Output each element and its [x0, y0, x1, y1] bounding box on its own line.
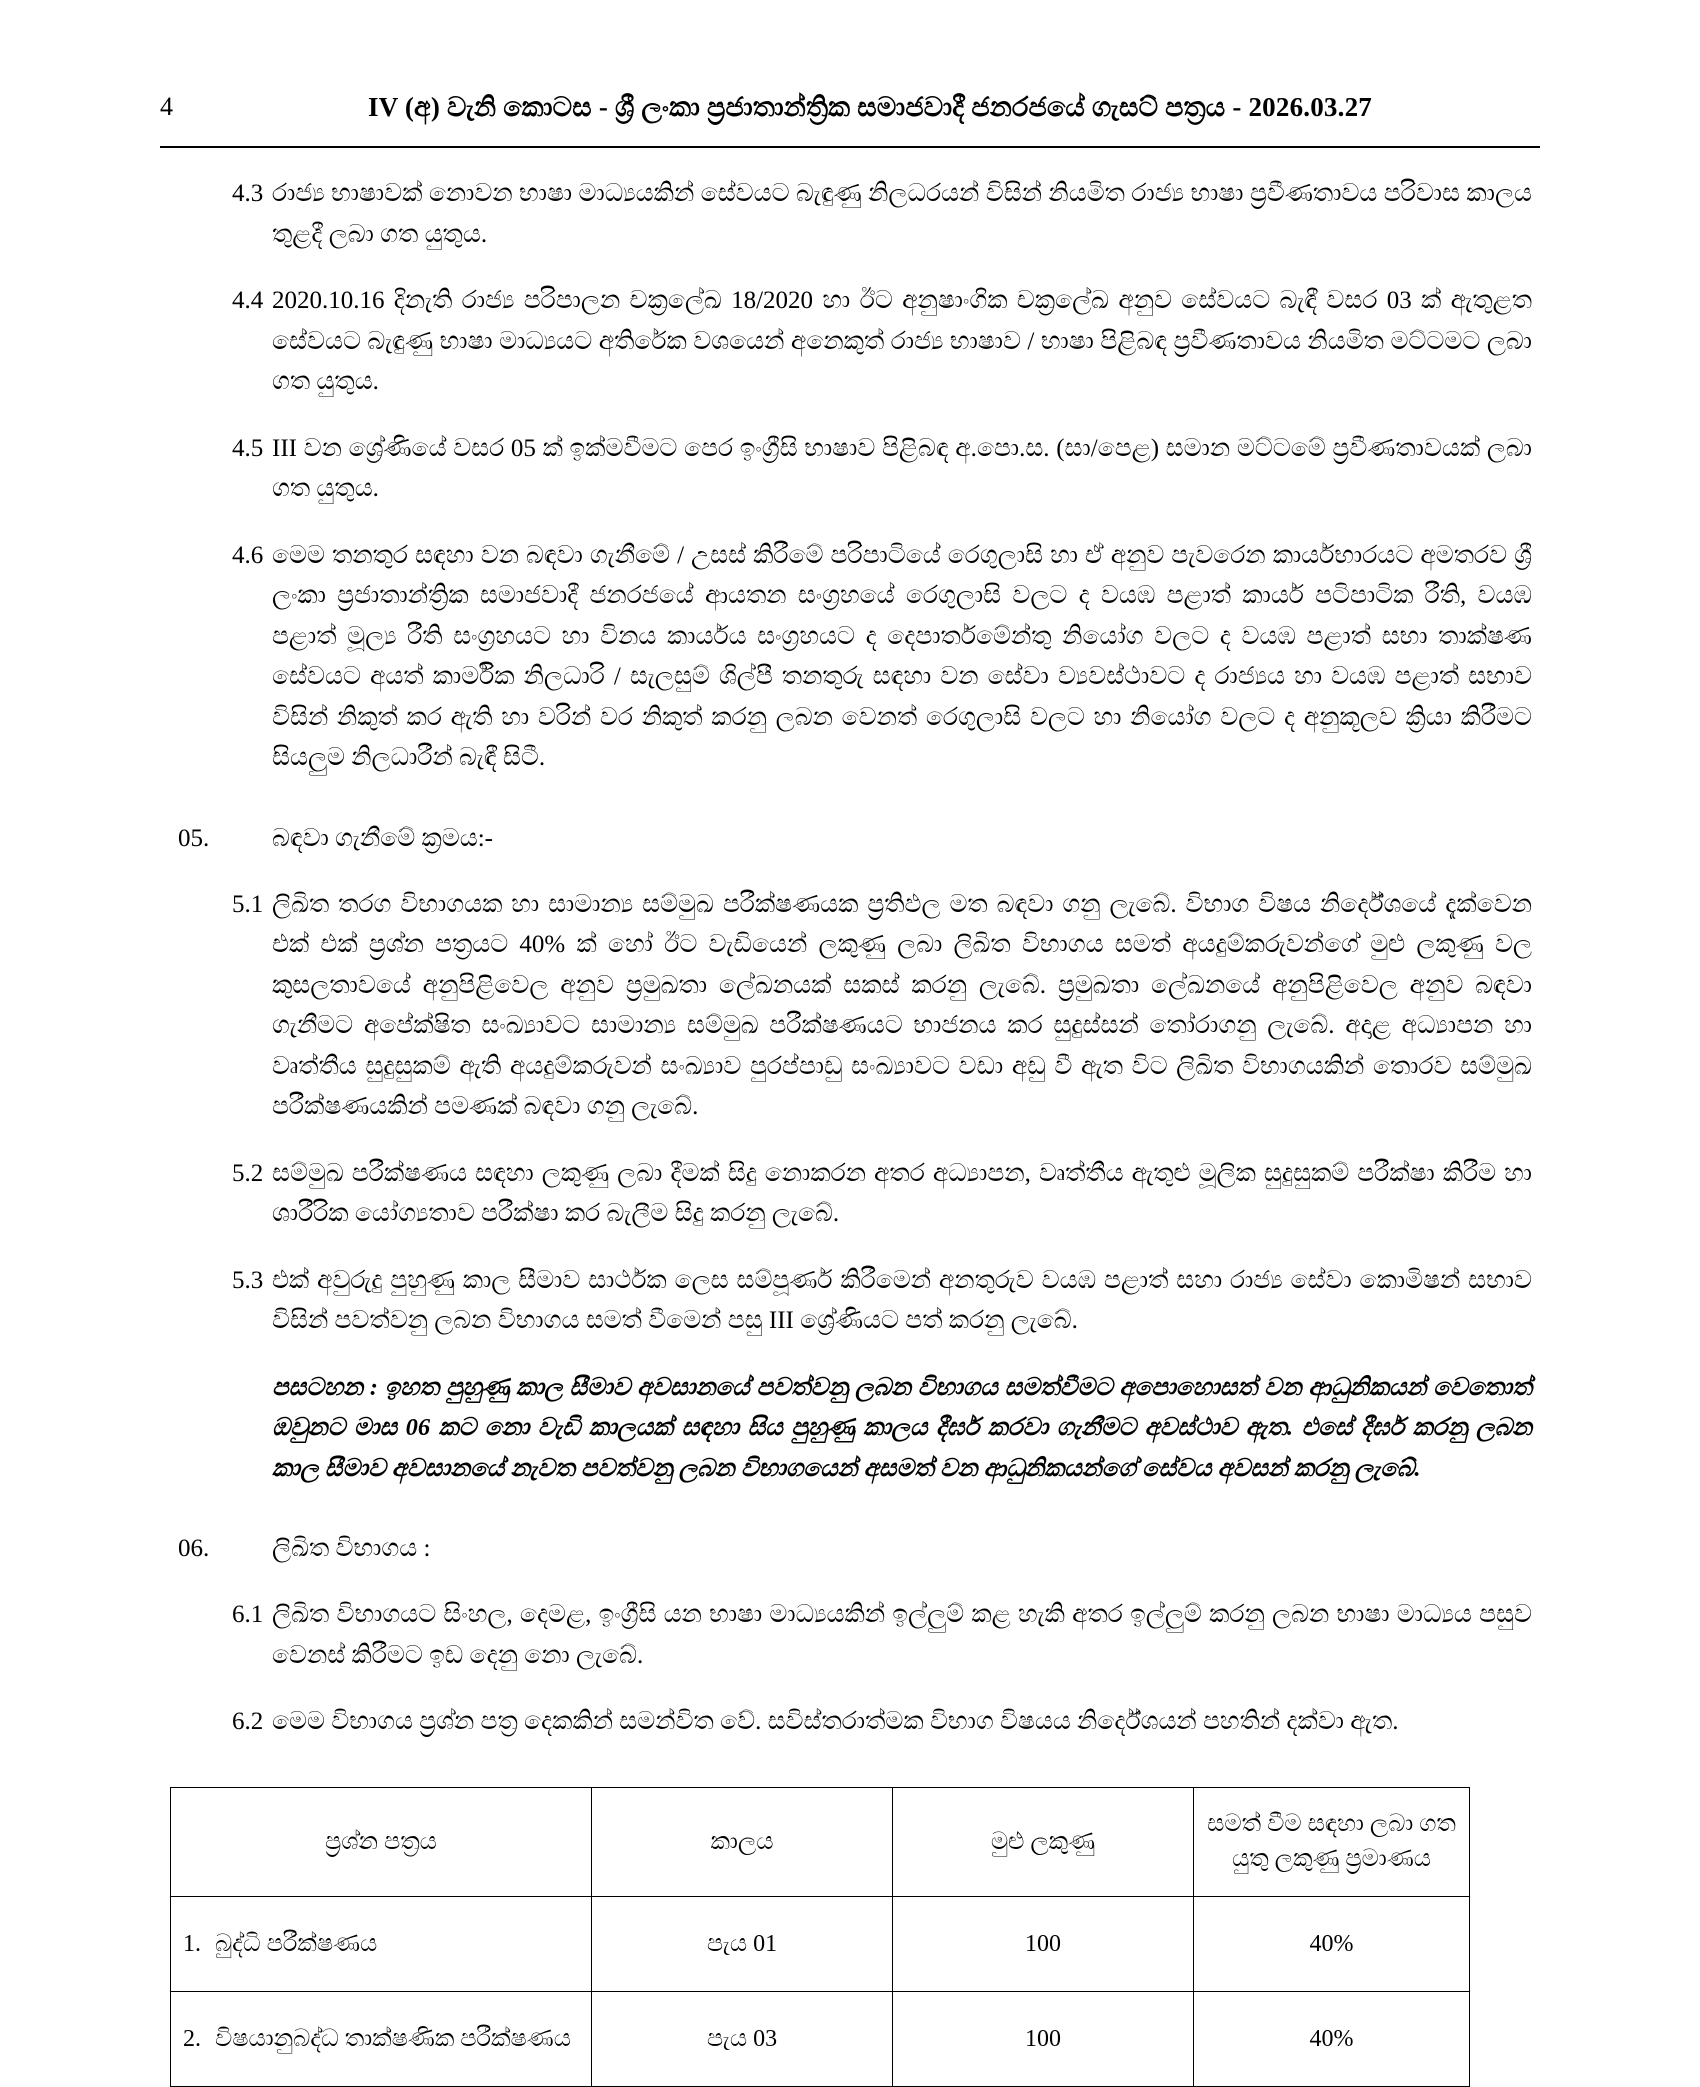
row-index: 2.	[183, 2025, 201, 2052]
clause-4-5	[160, 429, 1540, 510]
column-header-paper: ප්‍රශ්න පත්‍රය	[171, 1787, 592, 1896]
clause-text: එක් අවුරුදු පුහුණු කාල සීමාව සාර්ථක ලෙස සම්පූර්ණ කිරීමෙන් අනතුරුව වයඹ පළාත් සහා රාජ්‍ය සේවා කොමිෂන් සභාව විසින් පවත්වනු ලබන විභාගය සමත් වීමෙන් පසු III ශ්‍රේණියට පත් කරනු ලැබේ.	[272, 1266, 1532, 1334]
cell-duration: පැය 01	[592, 1896, 893, 1991]
cell-pass-marks: 40%	[1194, 1991, 1470, 2086]
header-divider	[160, 146, 1540, 148]
section-05	[160, 819, 1540, 859]
section-05-note: පසටහන : ඉහත පුහුණු කාල සීමාව අවසානයේ පවත්වනු ලබන විභාගය සමත්වීමට අපොහොසත් වන ආධුනිකයන් වෙතොත් ඔවුනට මාස 06 කට නො වැඩි කාලයක් සඳහා සිය පුහුණු කාලය දීර්ඝ කරවා ගැනීමට අවස්ථාව ඇත. එසේ දීර්ඝ කරනු ලබන කාල සීමාව අවසානයේ නැවත පවත්වනු ලබන විභාගයෙන් අසමත් වන ආධුනිකයන්ගේ සේවය අවසන් කරනු ලැබේ.	[272, 1373, 1532, 1482]
paper-name: බුද්ධි පරීක්ෂණය	[215, 1930, 378, 1957]
clause-number: 5.1	[232, 890, 264, 918]
clause-number: 5.3	[232, 1266, 264, 1294]
section-06	[160, 1529, 1540, 1569]
section-number: 06.	[178, 1535, 210, 1563]
clause-4-6	[160, 536, 1540, 779]
exam-syllabus-table	[170, 1787, 1470, 2087]
clause-text: III වන ශ්‍රේණියේ වසර 05 ක් ඉක්මවීමට පෙර ඉංග්‍රීසි භාෂාව පිළිබඳ අ.පො.ස. (සා/පෙළ) සමාන මට්ටමේ ප්‍රවීණතාවයක් ලබා ගත යුතුය.	[272, 434, 1532, 502]
clause-5-1	[160, 885, 1540, 1128]
exam-table-wrapper	[160, 1787, 1540, 2087]
clause-text: මෙම තනතුර සඳහා වන බඳවා ගැනීමේ / උසස් කිරීමේ පරිපාටියේ රෙගුලාසි හා ඒ අනුව පැවරෙන කාර්යභාරයට අමතරව ශ්‍රී ලංකා ප්‍රජාතාන්ත්‍රික සමාජවාදී ජනරජයේ ආයතන සංග්‍රහයේ රෙගුලාසි වලට ද වයඹ පළාත් කාර්ය පටිපාටික රීති, වයඹ පළාත් මූල්‍ය රීති සංග්‍රහයට හා විනය කාර්යය සංග්‍රහයට ද දෙපාර්තමේන්තු නියෝග වලට ද වයඹ පළාත් සභා තාක්ෂණ සේවයට අයත් කාර්මික නිලධාරි / සැලසුම් ශිල්පී තනතුරු සඳහා වන සේවා ව්‍යවස්ථාවට ද රාජ්‍යය හා වයඹ පළාත් සභාව විසින් නිකුත් කර ඇති හා වරින් වර නිකුත් කරනු ලබන වෙනත් රෙගුලාසි වලට හා නියෝග වලට ද අනුකූලව ක්‍රියා කිරීමට සියලුම නිලධාරීන් බැඳී සිටී.	[272, 541, 1532, 771]
section-title: ලිඛිත විභාගය :	[272, 1535, 431, 1563]
cell-total-marks: 100	[893, 1896, 1194, 1991]
column-header-pass: සමත් වීම සඳහා ලබා ගත යුතු ලකුණු ප්‍රමාණය	[1194, 1787, 1470, 1896]
row-index: 1.	[183, 1930, 201, 1957]
cell-total-marks: 100	[893, 1991, 1194, 2086]
clause-number: 4.3	[232, 180, 264, 207]
clause-number: 4.4	[232, 287, 264, 314]
cell-paper	[171, 1991, 592, 2086]
paper-name: විෂයානුබද්ධ තාක්ෂණික පරීක්ෂණය	[215, 2025, 571, 2052]
clause-5-3	[160, 1261, 1540, 1342]
table-head	[171, 1787, 1470, 1896]
clause-text: රාජ්‍ය භාෂාවක් නොවන භාෂා මාධ්‍යයකින් සේවයට බැඳුණු නිලධරයන් විසින් නියමිත රාජ්‍ය භාෂා ප්‍රවීණතාවය පරිවාස කාලය තුළදී ලබා ගත යුතුය.	[272, 180, 1532, 248]
document-body	[140, 174, 1560, 2087]
clause-5-2	[160, 1154, 1540, 1235]
header-row	[140, 92, 1560, 134]
column-header-duration: කාලය	[592, 1787, 893, 1896]
cell-pass-marks: 40%	[1194, 1896, 1470, 1991]
clause-number: 4.6	[232, 541, 264, 569]
section-number: 05.	[178, 824, 210, 852]
clause-6-2	[160, 1702, 1540, 1743]
clause-number: 6.2	[232, 1708, 264, 1736]
table-body	[171, 1896, 1470, 2086]
clause-text: 2020.10.16 දිනැති රාජ්‍ය පරිපාලන චක්‍රලේඛ 18/2020 හා ඊට අනුෂාංගික චක්‍රලේඛ අනුව සේවයට බැඳී වසර 03 ක් ඇතුළත සේවයට බැඳුණු භාෂා මාධ්‍යයට අතිරේක වශයෙන් අනෙකුත් රාජ්‍ය භාෂාව / භාෂා පිළිබඳ ප්‍රවීණතාවය නියමිත මට්ටමට ලබා ගත යුතුය.	[272, 287, 1532, 395]
table-row	[171, 1896, 1470, 1991]
page-number: 4	[160, 92, 173, 121]
clause-text: ලිඛිත විභාගයට සිංහල, දෙමළ, ඉංග්‍රීසි යන භාෂා මාධ්‍යයකින් ඉල්ලුම් කළ හැකි අතර ඉල්ලුම් කරනු ලබන භාෂා මාධ්‍යය පසුව වෙනස් කිරීමට ඉඩ දෙනු නො ලැබේ.	[272, 1601, 1532, 1669]
clause-text: සම්මුඛ පරීක්ෂණය සඳහා ලකුණු ලබා දීමක් සිදු නොකරන අතර අධ්‍යාපන, වෘත්තීය ඇතුළු මූලික සුදුසුකම් පරීක්ෂා කිරීම හා ශාරීරික යෝග්‍යතාව පරීක්ෂා කර බැලීම සිදු කරනු ලැබේ.	[272, 1159, 1532, 1227]
clause-4-3	[160, 174, 1540, 255]
table-header-row	[171, 1787, 1470, 1896]
cell-duration: පැය 03	[592, 1991, 893, 2086]
section-title: බඳවා ගැනීමේ ක්‍රමය:-	[272, 824, 493, 852]
clause-4-4	[160, 281, 1540, 403]
page-title: IV (අ) වැනි කොටස - ශ්‍රී ලංකා ප්‍රජාතාන්ත්‍රික සමාජවාදී ජනරජයේ ගැසට් පත්‍රය - 2026.03.27	[368, 92, 1372, 122]
clause-number: 4.5	[232, 434, 264, 462]
table-row	[171, 1991, 1470, 2086]
page-header	[140, 0, 1560, 148]
clause-number: 6.1	[232, 1601, 264, 1629]
clause-number: 5.2	[232, 1159, 264, 1187]
clause-text: මෙම විභාගය ප්‍රශ්න පත්‍ර දෙකකින් සමන්විත වේ. සවිස්තරාත්මක විභාග විෂයය නිර්දේශයන් පහතින් දක්වා ඇත.	[272, 1708, 1399, 1736]
column-header-marks: මුළු ලකුණු	[893, 1787, 1194, 1896]
cell-paper	[171, 1896, 592, 1991]
clause-6-1	[160, 1595, 1540, 1676]
clause-text: ලිඛිත තරග විභාගයක හා සාමාන්‍ය සම්මුඛ පරීක්ෂණයක ප්‍රතිඵල මත බඳවා ගනු ලැබේ. විභාග විෂය නිර්දේශයේ දැක්වෙන එක් එක් ප්‍රශ්න පත්‍රයට 40% ක් හෝ ඊට වැඩියෙන් ලකුණු ලබා ලිඛිත විභාගය සමත් අයදුම්කරුවන්ගේ මුළු ලකුණු වල කුසලතාවයේ අනුපිළිවෙල අනුව ප්‍රමුඛතා ලේඛනයක් සකස් කරනු ලැබේ. ප්‍රමුඛතා ලේඛනයේ අනුපිළිවෙල අනුව බඳවා ගැනීමට අපේක්ෂිත සංඛ්‍යාවට සාමාන්‍ය සම්මුඛ පරීක්ෂණයට භාජනය කර සුදුස්සන් තෝරාගනු ලැබේ. අදාළ අධ්‍යාපන හා වෘත්තීය සුදුසුකම් ඇති අයදුම්කරුවන් සංඛ්‍යාව පුරප්පාඩු සංඛ්‍යාවට වඩා අඩු වී ඇත විට ලිඛිත විභාගයකින් තොරව සම්මුඛ පරීක්ෂණයකින් පමණක් බඳවා ගනු ලැබේ.	[272, 890, 1532, 1120]
